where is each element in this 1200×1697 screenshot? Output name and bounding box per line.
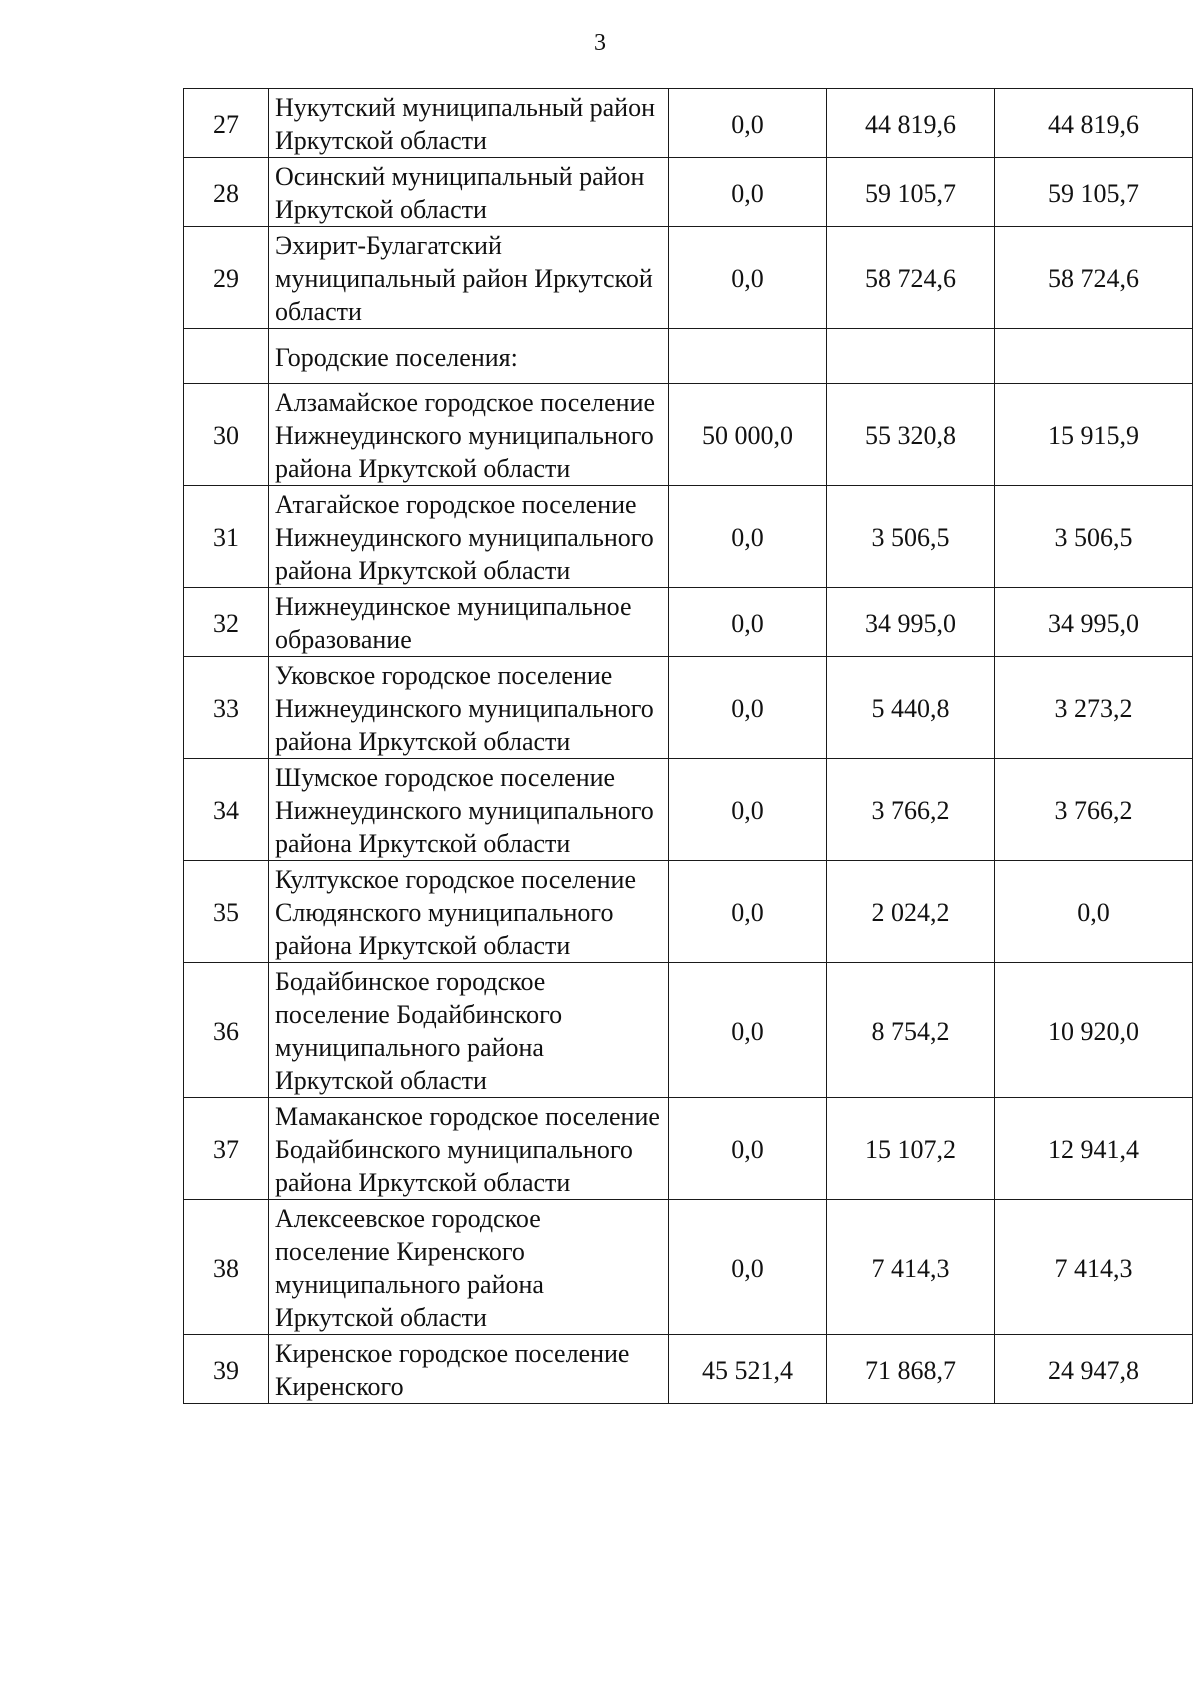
value-col-2: 44 819,6	[827, 89, 995, 158]
value-col-1: 0,0	[669, 657, 827, 759]
value-col-2	[827, 329, 995, 384]
table-row	[184, 657, 1193, 759]
value-col-3: 3 506,5	[995, 486, 1193, 588]
row-number: 29	[184, 227, 269, 329]
table-row	[184, 486, 1193, 588]
value-col-2: 34 995,0	[827, 588, 995, 657]
value-col-2: 2 024,2	[827, 861, 995, 963]
value-col-3: 58 724,6	[995, 227, 1193, 329]
value-col-2: 8 754,2	[827, 963, 995, 1098]
table-row	[184, 861, 1193, 963]
value-col-2: 5 440,8	[827, 657, 995, 759]
table-row	[184, 588, 1193, 657]
value-col-3: 44 819,6	[995, 89, 1193, 158]
row-number: 39	[184, 1335, 269, 1404]
row-number	[184, 329, 269, 384]
table-row	[184, 1098, 1193, 1200]
municipality-name: Нижнеудинское муниципальное образование	[269, 588, 669, 657]
value-col-1: 45 521,4	[669, 1335, 827, 1404]
value-col-1: 0,0	[669, 759, 827, 861]
municipality-name: Бодайбинское городское поселение Бодайбинского муниципального района Иркутской области	[269, 963, 669, 1098]
value-col-2: 3 506,5	[827, 486, 995, 588]
table-row	[184, 227, 1193, 329]
value-col-3: 34 995,0	[995, 588, 1193, 657]
table-row	[184, 963, 1193, 1098]
row-number: 33	[184, 657, 269, 759]
value-col-1: 0,0	[669, 89, 827, 158]
page-number: 3	[594, 30, 606, 56]
value-col-1: 0,0	[669, 861, 827, 963]
value-col-3: 59 105,7	[995, 158, 1193, 227]
value-col-3: 24 947,8	[995, 1335, 1193, 1404]
row-number: 27	[184, 89, 269, 158]
value-col-1: 50 000,0	[669, 384, 827, 486]
value-col-1: 0,0	[669, 486, 827, 588]
value-col-3: 7 414,3	[995, 1200, 1193, 1335]
table-row	[184, 89, 1193, 158]
table-row	[184, 759, 1193, 861]
value-col-1: 0,0	[669, 963, 827, 1098]
value-col-2: 55 320,8	[827, 384, 995, 486]
municipality-name: Шумское городское поселение Нижнеудинского муниципального района Иркутской области	[269, 759, 669, 861]
value-col-3: 10 920,0	[995, 963, 1193, 1098]
row-number: 36	[184, 963, 269, 1098]
budget-table	[183, 88, 1193, 1404]
value-col-2: 59 105,7	[827, 158, 995, 227]
value-col-2: 15 107,2	[827, 1098, 995, 1200]
municipality-name: Атагайское городское поселение Нижнеудинского муниципального района Иркутской области	[269, 486, 669, 588]
value-col-1: 0,0	[669, 1200, 827, 1335]
municipality-name: Киренское городское поселение Киренского	[269, 1335, 669, 1404]
table-row	[184, 1335, 1193, 1404]
value-col-3: 15 915,9	[995, 384, 1193, 486]
municipality-name: Нукутский муниципальный район Иркутской области	[269, 89, 669, 158]
value-col-2: 58 724,6	[827, 227, 995, 329]
value-col-3: 0,0	[995, 861, 1193, 963]
value-col-1: 0,0	[669, 158, 827, 227]
row-number: 34	[184, 759, 269, 861]
value-col-3: 3 273,2	[995, 657, 1193, 759]
value-col-3: 12 941,4	[995, 1098, 1193, 1200]
row-number: 32	[184, 588, 269, 657]
value-col-2: 71 868,7	[827, 1335, 995, 1404]
row-number: 31	[184, 486, 269, 588]
municipality-name: Култукское городское поселение Слюдянского муниципального района Иркутской области	[269, 861, 669, 963]
value-col-1: 0,0	[669, 1098, 827, 1200]
row-number: 37	[184, 1098, 269, 1200]
value-col-1	[669, 329, 827, 384]
table-row	[184, 1200, 1193, 1335]
municipality-name: Уковское городское поселение Нижнеудинского муниципального района Иркутской области	[269, 657, 669, 759]
value-col-2: 7 414,3	[827, 1200, 995, 1335]
value-col-1: 0,0	[669, 227, 827, 329]
municipality-name: Алексеевское городское поселение Киренского муниципального района Иркутской области	[269, 1200, 669, 1335]
value-col-3: 3 766,2	[995, 759, 1193, 861]
municipality-name: Эхирит-Булагатский муниципальный район Иркутской области	[269, 227, 669, 329]
section-heading: Городские поселения:	[269, 329, 669, 384]
row-number: 30	[184, 384, 269, 486]
row-number: 35	[184, 861, 269, 963]
row-number: 28	[184, 158, 269, 227]
municipality-name: Осинский муниципальный район Иркутской области	[269, 158, 669, 227]
value-col-2: 3 766,2	[827, 759, 995, 861]
municipality-name: Мамаканское городское поселение Бодайбинского муниципального района Иркутской области	[269, 1098, 669, 1200]
value-col-3	[995, 329, 1193, 384]
section-header-row	[184, 329, 1193, 384]
row-number: 38	[184, 1200, 269, 1335]
value-col-1: 0,0	[669, 588, 827, 657]
table-row	[184, 384, 1193, 486]
municipality-name: Алзамайское городское поселение Нижнеудинского муниципального района Иркутской области	[269, 384, 669, 486]
table-row	[184, 158, 1193, 227]
